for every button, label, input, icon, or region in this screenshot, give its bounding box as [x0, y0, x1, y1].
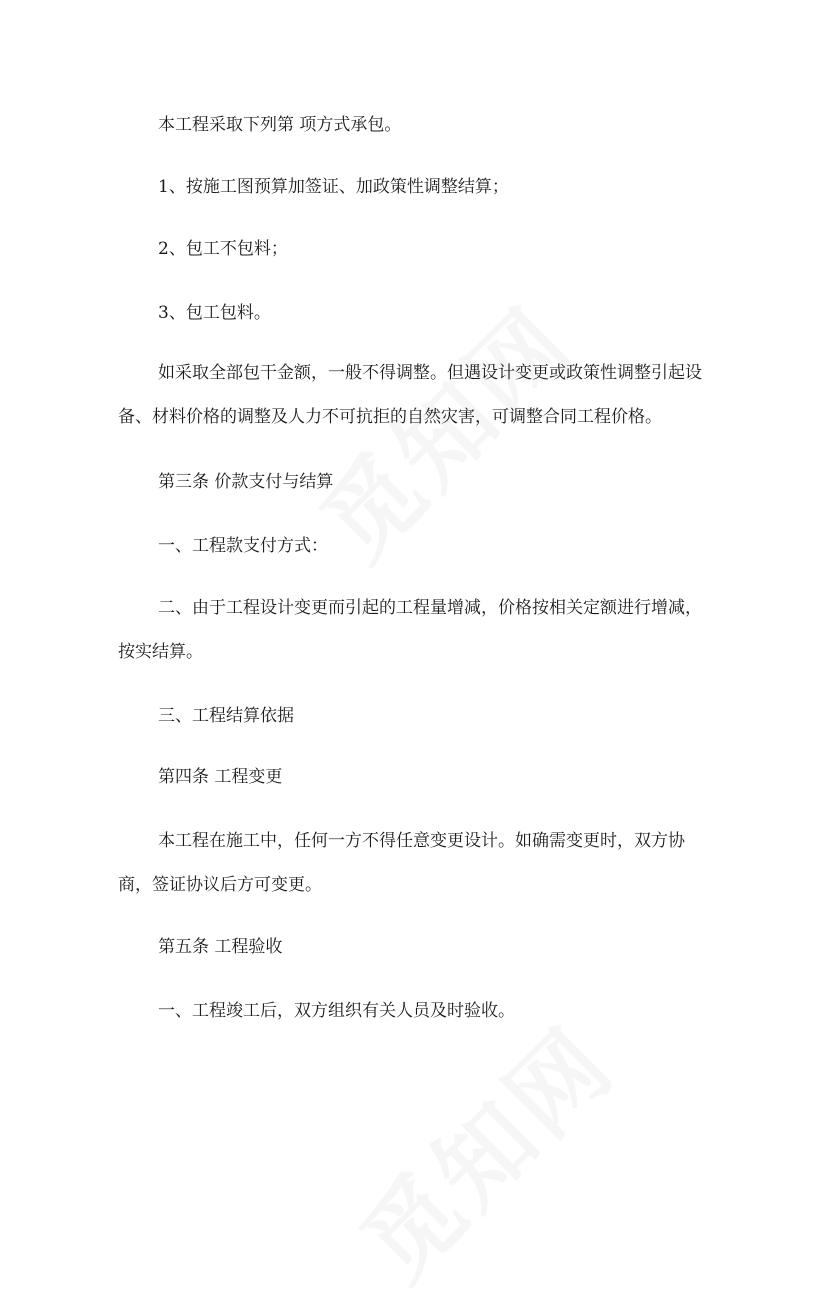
- list-item-option-3: [118, 291, 718, 335]
- paragraph-text: 1、按施工图预算加签证、加政策性调整结算；: [158, 177, 509, 197]
- paragraph-text: 如采取全部包干金额，一般不得调整。但遇设计变更或政策性调整引起设备、材料价格的调整及人力不可抗拒的自然灾害，可调整合同工程价格。: [118, 363, 702, 427]
- paragraph-completion-acceptance: [118, 989, 718, 1033]
- watermark-logo: [326, 992, 639, 1305]
- list-item-option-1: [118, 165, 718, 209]
- paragraph-contract-method: [118, 103, 718, 147]
- paragraph-text: 3、包工包料。: [158, 303, 271, 323]
- list-item-option-2: [118, 227, 718, 271]
- paragraph-text: 一、工程款支付方式：: [158, 536, 328, 556]
- section-heading-article-3: [118, 460, 718, 504]
- paragraph-text: 二、由于工程设计变更而引起的工程量增减，价格按相关定额进行增减，按实结算。: [118, 598, 702, 662]
- paragraph-payment-method: [118, 524, 718, 568]
- paragraph-text: 2、包工不包料；: [158, 239, 288, 259]
- heading-text: 第三条 价款支付与结算: [158, 472, 334, 492]
- section-heading-article-4: [118, 755, 718, 799]
- section-heading-article-5: [118, 925, 718, 969]
- paragraph-settlement-basis: [118, 694, 718, 738]
- paragraph-text: 三、工程结算依据: [158, 706, 294, 726]
- paragraph-text: 一、工程竣工后，双方组织有关人员及时验收。: [158, 1001, 515, 1021]
- paragraph-text: 本工程在施工中，任何一方不得任意变更设计。如确需变更时，双方协商，签证协议后方可变更。: [118, 831, 685, 895]
- paragraph-text: 本工程采取下列第 项方式承包。: [158, 115, 402, 135]
- heading-text: 第五条 工程验收: [158, 937, 283, 957]
- paragraph-no-arbitrary-change: [118, 819, 718, 907]
- heading-text: 第四条 工程变更: [158, 767, 283, 787]
- paragraph-lump-sum: [118, 351, 718, 439]
- paragraph-design-change: [118, 586, 718, 674]
